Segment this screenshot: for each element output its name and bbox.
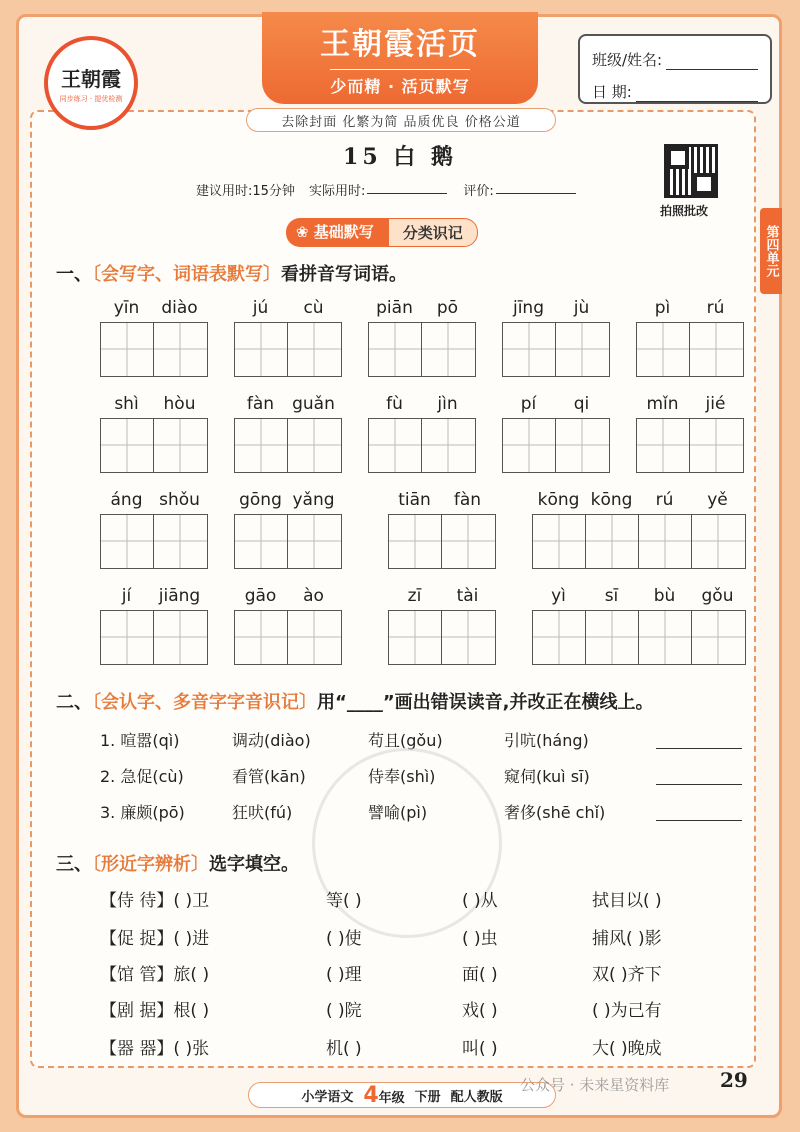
qr-code-icon[interactable] — [664, 144, 718, 198]
pinyin-row — [234, 490, 340, 514]
writing-cell[interactable] — [154, 611, 207, 664]
writing-grid — [100, 514, 208, 569]
pinyin-syllable: zī — [407, 586, 422, 606]
fill-in-item[interactable]: ( )为己有 — [592, 1001, 662, 1021]
pinyin-syllable: shì — [114, 394, 139, 414]
writing-cell[interactable] — [692, 515, 745, 568]
writing-grid — [532, 610, 746, 665]
writing-cell[interactable] — [422, 323, 475, 376]
pinyin-word — [234, 586, 342, 665]
writing-cell[interactable] — [101, 323, 154, 376]
fill-in-item[interactable]: 【馆 管】旅( ) — [100, 965, 210, 985]
writing-cell[interactable] — [154, 515, 207, 568]
section-1-instruction: 看拼音写词语。 — [281, 264, 407, 285]
pinyin-syllable: yǎng — [292, 490, 335, 510]
pinyin-word — [388, 490, 496, 569]
fill-in-item[interactable]: 等( ) — [326, 891, 362, 911]
pinyin-word — [100, 298, 208, 377]
writing-grid — [502, 322, 610, 377]
writing-cell[interactable] — [533, 515, 586, 568]
pinyin-word — [532, 490, 746, 569]
writing-grid — [100, 322, 208, 377]
pronunciation-item: 窥伺(kuì sī) — [504, 767, 590, 786]
writing-grid — [502, 418, 610, 473]
rating-label: 评价: — [463, 184, 494, 199]
writing-cell[interactable] — [442, 611, 495, 664]
fill-in-item[interactable]: ( )理 — [326, 965, 362, 985]
section-3-heading — [56, 850, 299, 876]
pinyin-word — [100, 586, 208, 665]
pronunciation-item: 苟且(gǒu) — [368, 731, 443, 750]
footer-edition: 配人教版 — [450, 1089, 503, 1105]
pinyin-syllable: rú — [655, 490, 674, 510]
writing-cell[interactable] — [235, 515, 288, 568]
section-2-tag: 〔会认字、多音字字音识记〕 — [92, 692, 317, 713]
writing-cell[interactable] — [154, 323, 207, 376]
writing-cell[interactable] — [288, 419, 341, 472]
pinyin-word — [234, 490, 342, 569]
logo-subtext: 同步练习 · 提优检测 — [59, 94, 123, 103]
pinyin-word — [368, 394, 476, 473]
answer-line[interactable] — [656, 748, 742, 749]
pronunciation-item: 2. 急促(cù) — [100, 767, 184, 786]
section-3-number: 三、 — [56, 854, 92, 875]
pinyin-row — [636, 298, 742, 322]
fill-in-item[interactable]: 【剧 据】根( ) — [100, 1001, 210, 1021]
pronunciation-item: 侍奉(shì) — [368, 767, 436, 786]
writing-cell[interactable] — [422, 419, 475, 472]
pill-basic-dictation: ❀ 基础默写 — [286, 218, 388, 247]
writing-cell[interactable] — [235, 611, 288, 664]
writing-cell[interactable] — [369, 323, 422, 376]
fill-in-item[interactable]: 面( ) — [462, 965, 498, 985]
writing-cell[interactable] — [586, 515, 639, 568]
pinyin-syllable: jìn — [437, 394, 458, 414]
pinyin-syllable: pō — [436, 298, 459, 318]
pronunciation-item: 譬喻(pì) — [368, 803, 428, 822]
publisher-logo — [44, 36, 138, 130]
fill-in-item[interactable]: ( )使 — [326, 929, 362, 949]
pinyin-syllable: fàn — [453, 490, 482, 510]
pinyin-word — [636, 298, 744, 377]
writing-cell[interactable] — [101, 515, 154, 568]
footer-grade-number: 4 — [363, 1082, 379, 1108]
actual-time-label: 实际用时: — [308, 184, 366, 199]
pinyin-syllable: diào — [161, 298, 198, 318]
pinyin-syllable: pí — [520, 394, 537, 414]
student-info-box — [578, 34, 772, 104]
pinyin-syllable: shǒu — [159, 490, 200, 510]
writing-grid — [388, 514, 496, 569]
pinyin-row — [502, 298, 608, 322]
watermark-text: 公众号 · 未来星资料库 — [520, 1076, 670, 1094]
fill-in-item[interactable]: 机( ) — [326, 1039, 362, 1059]
footer-bar — [248, 1082, 556, 1108]
pinyin-row — [100, 586, 206, 610]
pinyin-row — [532, 586, 744, 610]
pinyin-syllable: guǎn — [292, 394, 335, 414]
pinyin-row — [368, 394, 474, 418]
writing-cell[interactable] — [586, 611, 639, 664]
writing-cell[interactable] — [154, 419, 207, 472]
pronunciation-item: 看管(kān) — [232, 767, 306, 786]
writing-cell[interactable] — [556, 419, 609, 472]
pinyin-syllable: pì — [654, 298, 671, 318]
pinyin-row — [234, 394, 340, 418]
pinyin-syllable: jù — [573, 298, 590, 318]
pronunciation-item: 奢侈(shē chǐ) — [504, 803, 606, 822]
date-field[interactable] — [636, 84, 758, 102]
pinyin-syllable: rú — [706, 298, 725, 318]
writing-cell[interactable] — [442, 515, 495, 568]
logo-text: 王朝霞 — [61, 66, 121, 91]
pinyin-syllable: mǐn — [646, 394, 679, 414]
writing-cell[interactable] — [288, 323, 341, 376]
pinyin-row — [388, 586, 494, 610]
fill-in-item[interactable]: ( )虫 — [462, 929, 498, 949]
pinyin-word — [502, 394, 610, 473]
lesson-title: 15 白 鹅 — [343, 144, 457, 170]
fill-in-item[interactable]: 拭目以( ) — [592, 891, 662, 911]
rating-field[interactable] — [496, 180, 576, 194]
pinyin-syllable: jīng — [512, 298, 544, 318]
pinyin-word — [502, 298, 610, 377]
page-number: 29 — [720, 1068, 748, 1092]
fill-in-item[interactable]: 叫( ) — [462, 1039, 498, 1059]
writing-cell[interactable] — [637, 323, 690, 376]
writing-cell[interactable] — [692, 611, 745, 664]
section-1-heading — [56, 260, 407, 286]
answer-line[interactable] — [656, 820, 742, 821]
actual-time-field[interactable] — [367, 180, 447, 194]
pinyin-word — [100, 490, 208, 569]
section-3-tag: 〔形近字辨析〕 — [92, 854, 209, 875]
writing-cell[interactable] — [235, 419, 288, 472]
pinyin-syllable: gōng — [239, 490, 282, 510]
writing-grid — [234, 322, 342, 377]
pronunciation-item: 1. 喧嚣(qì) — [100, 731, 180, 750]
pinyin-syllable: gāo — [244, 586, 277, 606]
fill-in-item[interactable]: 双( )齐下 — [592, 965, 662, 985]
pinyin-row — [100, 490, 206, 514]
footer-term: 下册 — [414, 1089, 441, 1105]
footer-grade: 年级 — [378, 1090, 405, 1106]
unit-side-tab: 第四单元 — [760, 208, 782, 294]
section-2-number: 二、 — [56, 692, 92, 713]
pinyin-row — [388, 490, 494, 514]
writing-grid — [388, 610, 496, 665]
fill-in-item[interactable]: 【促 捉】( )进 — [100, 929, 210, 949]
pinyin-syllable: fù — [386, 394, 403, 414]
pinyin-row — [100, 298, 206, 322]
writing-cell[interactable] — [503, 419, 556, 472]
section-1-tag: 〔会写字、词语表默写〕 — [92, 264, 281, 285]
pinyin-word — [368, 298, 476, 377]
writing-cell[interactable] — [235, 323, 288, 376]
pinyin-syllable: cù — [303, 298, 324, 318]
fill-in-item[interactable]: 戏( ) — [462, 1001, 498, 1021]
writing-cell[interactable] — [503, 323, 556, 376]
answer-line[interactable] — [656, 784, 742, 785]
qr-label: 拍照批改 — [660, 204, 709, 218]
fill-in-item[interactable]: 【器 器】( )张 — [100, 1039, 210, 1059]
pinyin-word — [636, 394, 744, 473]
writing-grid — [368, 418, 476, 473]
footer-subject: 小学语文 — [301, 1089, 354, 1105]
pinyin-row — [532, 490, 744, 514]
writing-cell[interactable] — [690, 323, 743, 376]
pinyin-syllable: kōng — [537, 490, 580, 510]
class-name-label: 班级/姓名: — [592, 51, 663, 69]
pinyin-syllable: hòu — [163, 394, 196, 414]
pronunciation-item: 3. 廉颇(pō) — [100, 803, 185, 822]
writing-grid — [234, 514, 342, 569]
pinyin-syllable: yì — [551, 586, 566, 606]
section-2-instruction: 用“____”画出错误读音,并改正在横线上。 — [317, 692, 654, 713]
pinyin-syllable: fàn — [246, 394, 275, 414]
time-meta-row — [196, 180, 592, 199]
writing-cell[interactable] — [533, 611, 586, 664]
writing-grid — [636, 322, 744, 377]
suggested-time: 建议用时:15分钟 — [196, 184, 295, 199]
pinyin-row — [636, 394, 742, 418]
pinyin-word — [532, 586, 746, 665]
pinyin-syllable: jié — [705, 394, 726, 414]
pinyin-syllable: jí — [121, 586, 132, 606]
fill-in-item[interactable]: ( )从 — [462, 891, 498, 911]
writing-cell[interactable] — [637, 419, 690, 472]
writing-grid — [100, 610, 208, 665]
banner-subtitle: 少而精 · 活页默写 — [330, 69, 469, 97]
pronunciation-item: 调动(diào) — [232, 731, 311, 750]
pinyin-syllable: piān — [376, 298, 413, 318]
pinyin-syllable: kōng — [590, 490, 633, 510]
pronunciation-item: 引吭(háng) — [504, 731, 589, 750]
writing-cell[interactable] — [639, 611, 692, 664]
writing-cell[interactable] — [288, 611, 341, 664]
writing-cell[interactable] — [389, 611, 442, 664]
pronunciation-item: 狂吠(fú) — [232, 803, 293, 822]
pinyin-syllable: yīn — [113, 298, 140, 318]
pinyin-syllable: ào — [303, 586, 324, 606]
pinyin-syllable: bù — [653, 586, 676, 606]
pinyin-row — [100, 394, 206, 418]
writing-grid — [532, 514, 746, 569]
fill-in-item[interactable]: 捕风( )影 — [592, 929, 662, 949]
slogan-bar: 去除封面 化繁为简 品质优良 价格公道 — [246, 108, 556, 132]
pill-categorized: 分类识记 — [388, 218, 478, 247]
section-pills — [286, 218, 478, 247]
pinyin-word — [100, 394, 208, 473]
pinyin-word — [234, 394, 342, 473]
writing-cell[interactable] — [369, 419, 422, 472]
writing-grid — [234, 610, 342, 665]
pinyin-syllable: gǒu — [701, 586, 734, 606]
fill-in-item[interactable]: 大( )晚成 — [592, 1039, 662, 1059]
writing-cell[interactable] — [556, 323, 609, 376]
pinyin-word — [234, 298, 342, 377]
pinyin-row — [234, 586, 340, 610]
writing-grid — [234, 418, 342, 473]
pinyin-word — [388, 586, 496, 665]
pinyin-syllable: qi — [573, 394, 590, 414]
pinyin-syllable: jiāng — [158, 586, 201, 606]
section-1-number: 一、 — [56, 264, 92, 285]
section-2-heading — [56, 688, 654, 714]
writing-cell[interactable] — [389, 515, 442, 568]
pinyin-syllable: tiān — [398, 490, 431, 510]
pinyin-syllable: sī — [604, 586, 619, 606]
class-name-field[interactable] — [666, 52, 758, 70]
writing-cell[interactable] — [101, 611, 154, 664]
writing-grid — [636, 418, 744, 473]
pinyin-syllable: tài — [456, 586, 479, 606]
pinyin-row — [502, 394, 608, 418]
pinyin-syllable: áng — [110, 490, 143, 510]
writing-cell[interactable] — [639, 515, 692, 568]
writing-cell[interactable] — [101, 419, 154, 472]
writing-cell[interactable] — [288, 515, 341, 568]
header-banner — [262, 12, 538, 104]
pinyin-syllable: yě — [707, 490, 728, 510]
pinyin-syllable: jú — [252, 298, 269, 318]
pinyin-row — [368, 298, 474, 322]
pinyin-row — [234, 298, 340, 322]
date-label: 日 期: — [592, 83, 632, 101]
fill-in-item[interactable]: ( )院 — [326, 1001, 362, 1021]
banner-title: 王朝霞活页 — [320, 27, 480, 62]
fill-in-item[interactable]: 【侍 待】( )卫 — [100, 891, 210, 911]
writing-cell[interactable] — [690, 419, 743, 472]
writing-grid — [100, 418, 208, 473]
section-3-instruction: 选字填空。 — [209, 854, 299, 875]
writing-grid — [368, 322, 476, 377]
